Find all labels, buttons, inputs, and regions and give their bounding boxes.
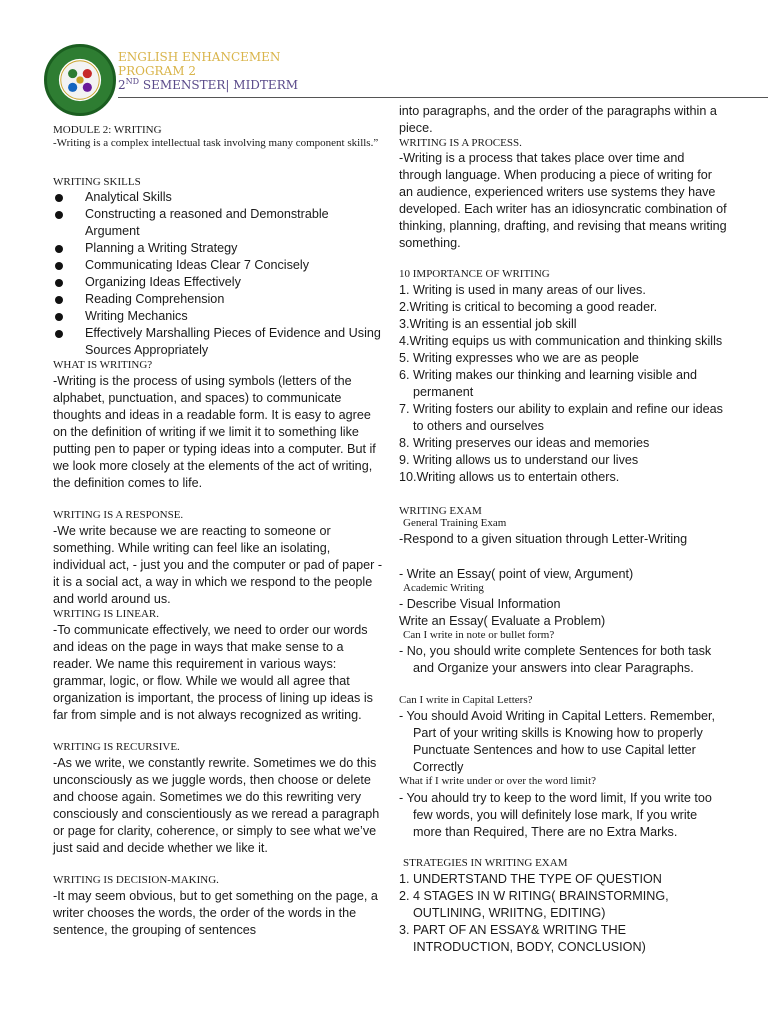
strategies-list: [399, 871, 729, 956]
list-item: 4.Writing equips us with communication and thinking skills: [399, 334, 723, 348]
strategies-heading: STRATEGIES IN WRITING EXAM: [403, 857, 568, 869]
list-item: 1. Writing is used in many areas of our lives.: [399, 283, 646, 297]
recursive-heading: WRITING IS RECURSIVE.: [53, 741, 180, 753]
exam-heading: WRITING EXAM: [399, 505, 482, 517]
what-is-writing-heading: WHAT IS WRITING?: [53, 359, 153, 371]
list-item: 3.Writing is an essential job skill: [399, 317, 577, 331]
general-training-item-essay: - Write an Essay( point of view, Argument): [399, 567, 634, 581]
academic-item-visual: - Describe Visual Information: [399, 597, 561, 611]
header-divider: [118, 97, 768, 98]
continued-text: into paragraphs, and the order of the paragraphs within a piece.: [399, 104, 717, 135]
list-item: Planning a Writing Strategy: [53, 240, 383, 257]
list-item: 5. Writing expresses who we are as people: [399, 351, 639, 365]
list-item: Effectively Marshalling Pieces of Evidence and Using Sources Appropriately: [53, 325, 383, 359]
answer-capital-letters: - You should Avoid Writing in Capital Letters. Remember, Part of your writing skills is Knowing how to properly Punctuate Sentences and how to use Capital letter Correctly: [399, 709, 715, 774]
academic-item-essay: Write an Essay( Evaluate a Problem): [399, 614, 606, 628]
decision-text: -It may seem obvious, but to get something on the page, a writer chooses the words, the order of the words in the sentence, the grouping of sentences: [53, 889, 378, 937]
skills-list: [53, 189, 383, 359]
list-item: Organizing Ideas Effectively: [53, 274, 383, 291]
list-item: 1. UNDERTSTAND THE TYPE OF QUESTION: [399, 872, 662, 886]
list-item: 3. PART OF AN ESSAY& WRITING THE INTRODUCTION, BODY, CONCLUSION): [399, 923, 646, 954]
list-item: Communicating Ideas Clear 7 Concisely: [53, 257, 383, 274]
module-description: -Writing is a complex intellectual task involving many component skills.”: [53, 137, 379, 149]
list-item: 9. Writing allows us to understand our lives: [399, 453, 639, 467]
list-item: Constructing a reasoned and Demonstrable Argument: [53, 206, 383, 240]
process-text: -Writing is a process that takes place over time and through language. When producing a piece of writing for an audience, experienced writers use systems they have developed. Each writer has an idiosyncratic combination of thinking, planning, drafting, and revising that means writing something.: [399, 151, 727, 250]
answer-word-limit: - You ahould try to keep to the word limit, If you write too few words, you will definitely lose mark, If you write more than Required, There are no Extra Marks.: [399, 791, 712, 839]
question-bullet-form: Can I write in note or bullet form?: [403, 629, 555, 641]
header-program-title: ENGLISH ENHANCEMEN: [118, 50, 281, 64]
skills-heading: WRITING SKILLS: [53, 176, 141, 188]
seal-emblem-icon: [47, 47, 113, 113]
list-item: 8. Writing preserves our ideas and memories: [399, 436, 650, 450]
what-is-writing-text: -Writing is the process of using symbols (letters of the alphabet, punctuation, and spaces) to communicate thoughts and ideas in a readable form. It is easy to agree on the definition of writing if we limit it to something like putting pen to paper or typing ideas into a computer. But if we look more closely at the elements of the act of writing, the definition comes to life.: [53, 374, 376, 490]
list-item: 6. Writing makes our thinking and learning visible and permanent: [399, 368, 697, 399]
list-item: 7. Writing fosters our ability to explain and refine our ideas to others and ourselves: [399, 402, 723, 433]
list-item: 2. 4 STAGES IN W RITING( BRAINSTORMING, OUTLINING, WRIITNG, EDITING): [399, 889, 669, 920]
list-item: 10.Writing allows us to entertain others.: [399, 470, 620, 484]
general-training-item-letter: -Respond to a given situation through Letter-Writing: [399, 532, 688, 546]
academic-heading: Academic Writing: [403, 582, 484, 594]
linear-text: -To communicate effectively, we need to order our words and ideas on the page in ways that make sense to a reader. We name this requirement in various ways: grammar, logic, or flow. While we would all agree that organization is important, the process of lining up ideas is far from simple and is not always recognized as writing.: [53, 623, 373, 722]
list-item: 2.Writing is critical to becoming a good reader.: [399, 300, 658, 314]
list-item: Analytical Skills: [53, 189, 383, 206]
module-title: MODULE 2: WRITING: [53, 124, 162, 136]
answer-bullet-form: - No, you should write complete Sentences for both task and Organize your answers into clear Paragraphs.: [399, 644, 712, 675]
general-training-heading: General Training Exam: [403, 517, 507, 529]
importance-heading: 10 IMPORTANCE OF WRITING: [399, 268, 550, 280]
response-heading: WRITING IS A RESPONSE.: [53, 509, 184, 521]
question-capital-letters: Can I write in Capital Letters?: [399, 694, 533, 706]
response-text: -We write because we are reacting to someone or something. While writing can feel like an isolating, individual act, - just you and the computer or pad of paper - it is a social act, a way in which we respond to the people and world around us.: [53, 524, 383, 606]
question-word-limit: What if I write under or over the word limit?: [399, 775, 597, 787]
header-program-subtitle: PROGRAM 2: [118, 64, 196, 78]
list-item: Writing Mechanics: [53, 308, 383, 325]
importance-list: [399, 282, 729, 486]
process-heading: WRITING IS A PROCESS.: [399, 137, 522, 149]
recursive-text: -As we write, we constantly rewrite. Sometimes we do this unconsciously as we juggle words, then choose or delete and choose again. Sometimes we do this rewriting very consciously and conscientiously as we reread a paragraph or page for clarity, coherence, or simply to see what we’ve just said and decide whether we like it.: [53, 756, 380, 855]
college-seal-logo: [44, 44, 116, 116]
list-item: Reading Comprehension: [53, 291, 383, 308]
header-semester: 2ND SEMENSTER| MIDTERM: [118, 77, 299, 92]
decision-heading: WRITING IS DECISION-MAKING.: [53, 874, 219, 886]
linear-heading: WRITING IS LINEAR.: [53, 608, 160, 620]
